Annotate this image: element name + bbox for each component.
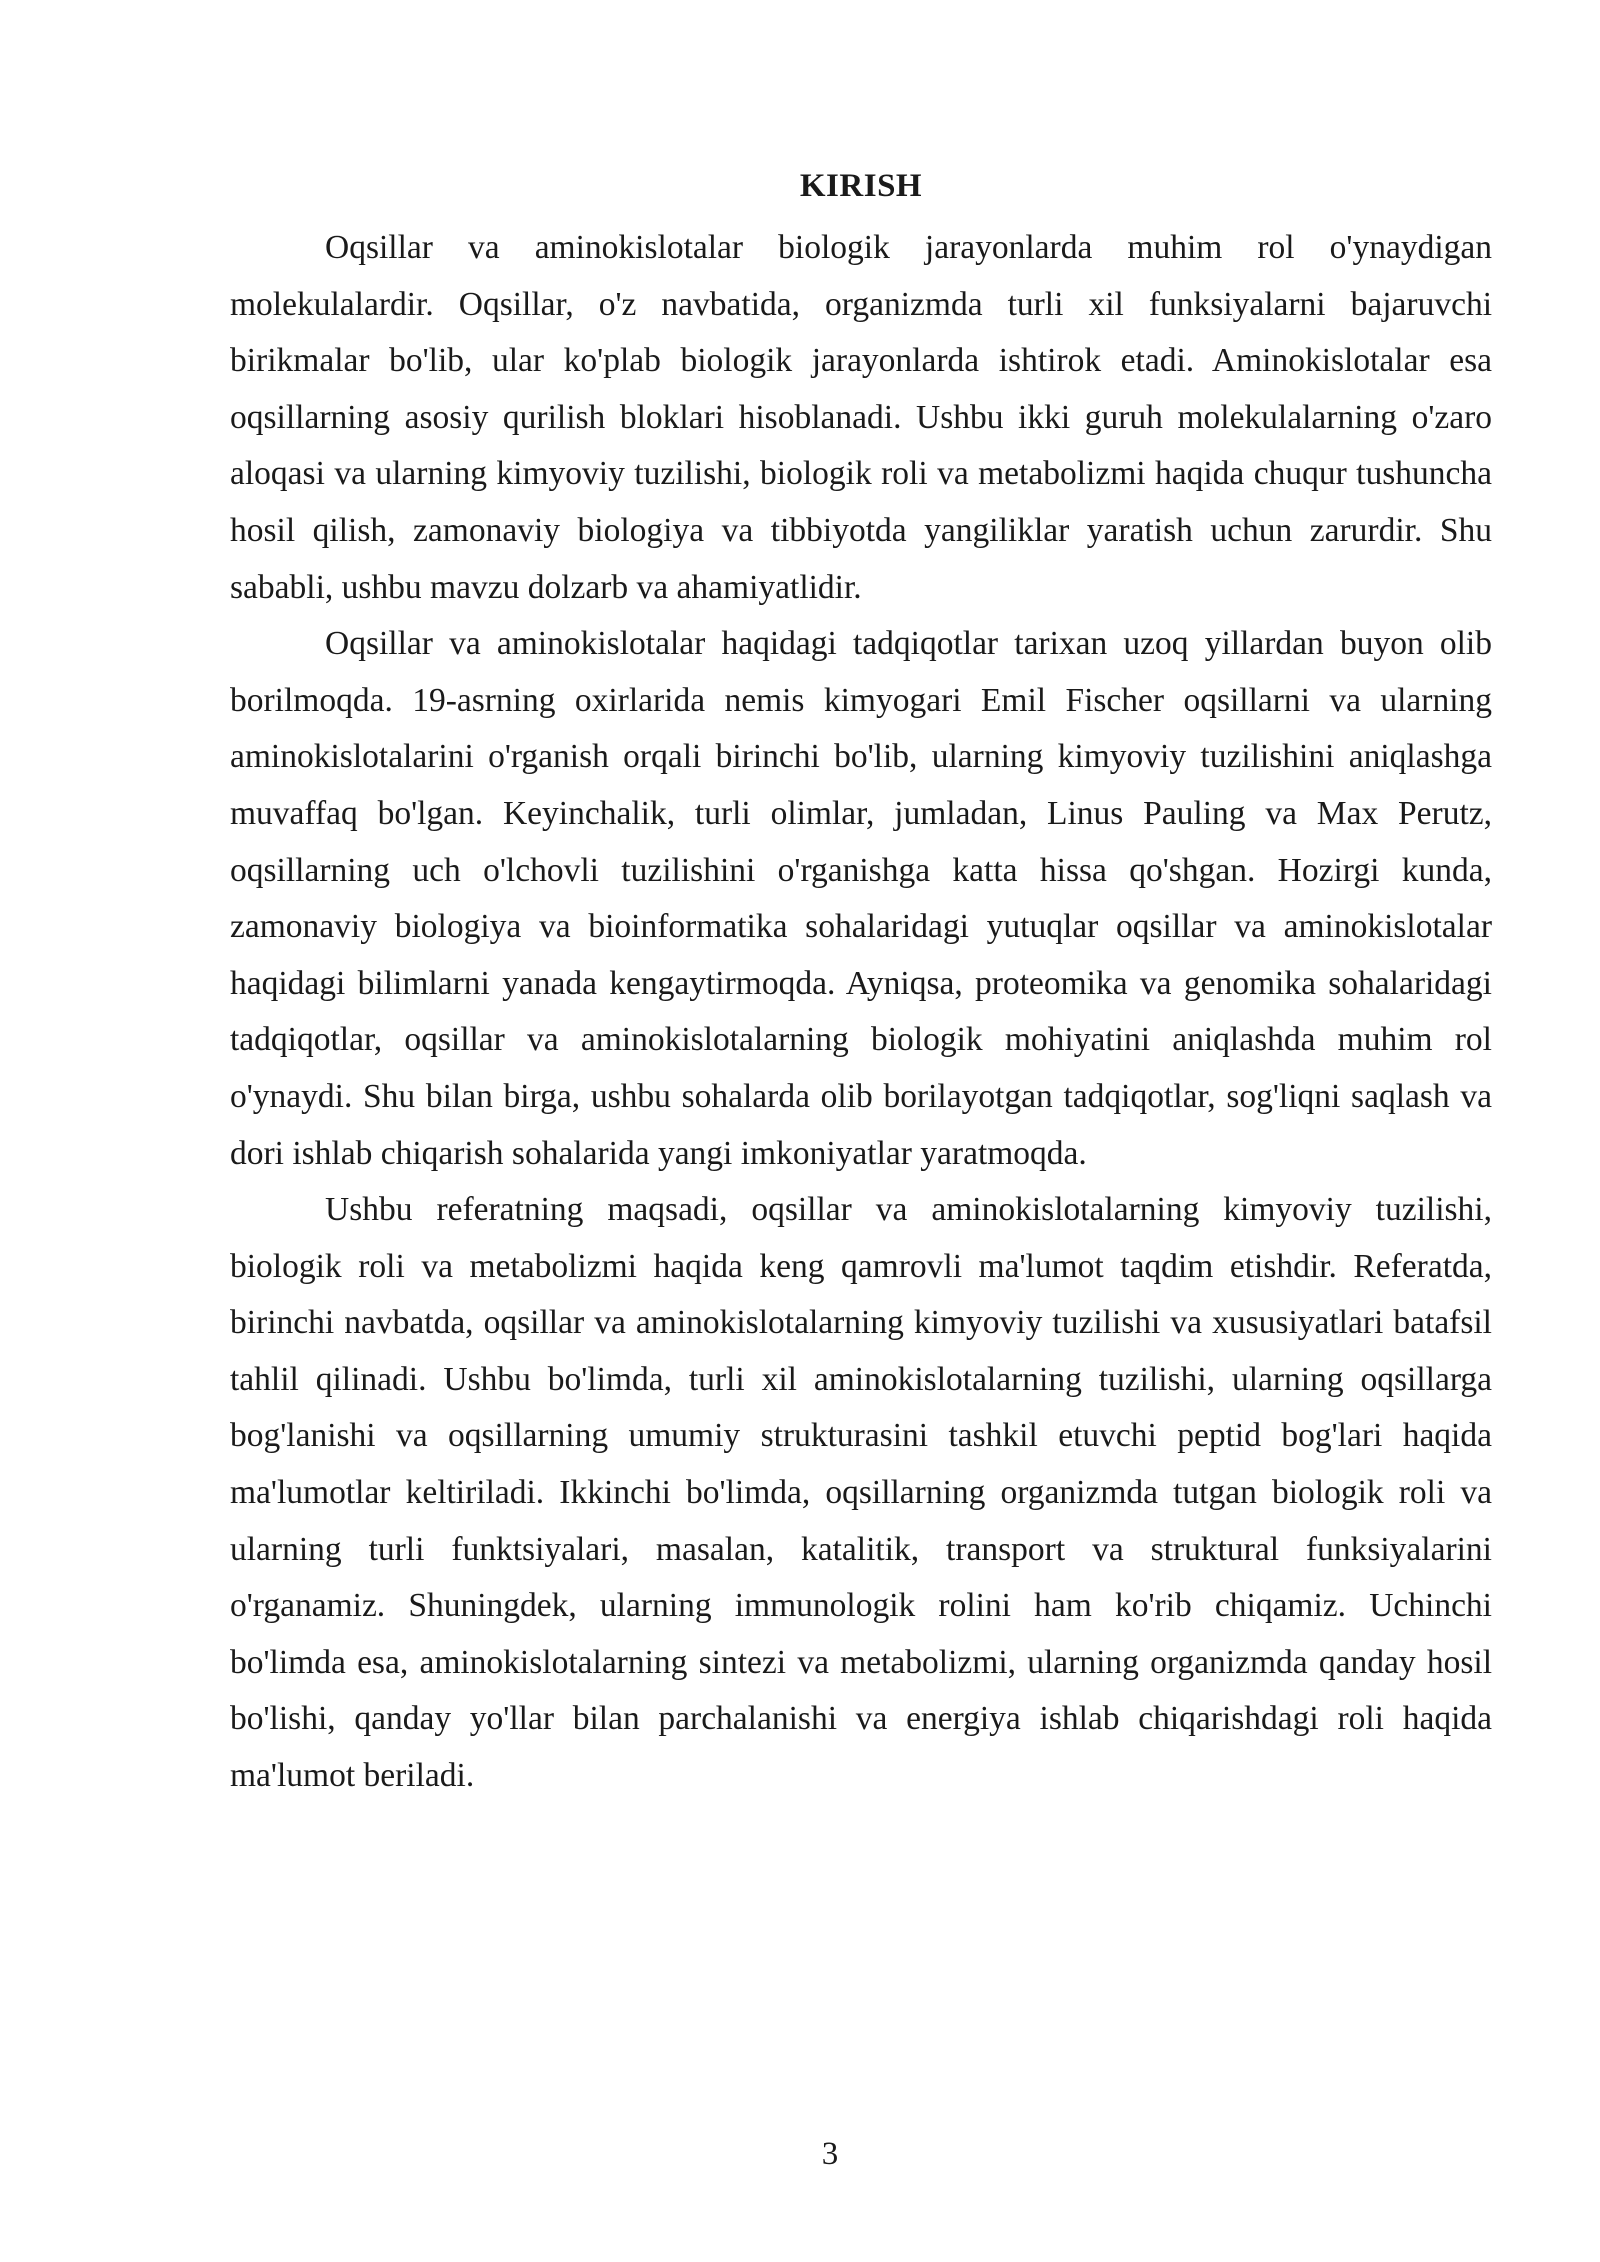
page-content: [230, 160, 1492, 1805]
section-title: KIRISH: [799, 168, 923, 204]
paragraph-2: Oqsillar va aminokislotalar haqidagi tadqiqotlar tarixan uzoq yillardan buyon olib borilmoqda. 19-asrning oxirlarida nemis kimyogari Emil Fischer oqsillarni va ularning aminokislotalarini o'rganish orqali birinchi bo'lib, ularning kimyoviy tuzilishini aniqlashga muvaffaq bo'lgan. Keyinchalik, turli olimlar, jumladan, Linus Pauling va Max Perutz, oqsillarning uch o'lchovli tuzilishini o'rganishga katta hissa qo'shgan. Hozirgi kunda, zamonaviy biologiya va bioinformatika sohalaridagi yutuqlar oqsillar va aminokislotalar haqidagi bilimlarni yanada kengaytirmoqda. Ayniqsa, proteomika va genomika sohalaridagi tadqiqotlar, oqsillar va aminokislotalarning biologik mohiyatini aniqlashda muhim rol o'ynaydi. Shu bilan birga, ushbu sohalarda olib borilayotgan tadqiqotlar, sog'liqni saqlash va dori ishlab chiqarish sohalarida yangi imkoniyatlar yaratmoqda.: [230, 625, 1492, 1172]
page-number: 3: [821, 2136, 839, 2172]
paragraph-1: Oqsillar va aminokislotalar biologik jarayonlarda muhim rol o'ynaydigan molekulalardir. Oqsillar, o'z navbatida, organizmda turli xil funksiyalarni bajaruvchi birikmalar bo'lib, ular ko'plab biologik jarayonlarda ishtirok etadi. Aminokislotalar esa oqsillarning asosiy qurilish bloklari hisoblanadi. Ushbu ikki guruh molekulalarning o'zaro aloqasi va ularning kimyoviy tuzilishi, biologik roli va metabolizmi haqida chuqur tushuncha hosil qilish, zamonaviy biologiya va tibbiyotda yangiliklar yaratish uchun zarurdir. Shu sababli, ushbu mavzu dolzarb va ahamiyatlidir.: [230, 229, 1492, 606]
paragraph-3: Ushbu referatning maqsadi, oqsillar va aminokislotalarning kimyoviy tuzilishi, biologik roli va metabolizmi haqida keng qamrovli ma'lumot taqdim etishdir. Referatda, birinchi navbatda, oqsillar va aminokislotalarning kimyoviy tuzilishi va xususiyatlari batafsil tahlil qilinadi. Ushbu bo'limda, turli xil aminokislotalarning tuzilishi, ularning oqsillarga bog'lanishi va oqsillarning umumiy strukturasini tashkil etuvchi peptid bog'lari haqida ma'lumotlar keltiriladi. Ikkinchi bo'limda, oqsillarning organizmda tutgan biologik roli va ularning turli funktsiyalari, masalan, katalitik, transport va struktural funksiyalarini o'rganamiz. Shuningdek, ularning immunologik rolini ham ko'rib chiqamiz. Uchinchi bo'limda esa, aminokislotalarning sintezi va metabolizmi, ularning organizmda qanday hosil bo'lishi, qanday yo'llar bilan parchalanishi va energiya ishlab chiqarishdagi roli haqida ma'lumot beriladi.: [230, 1191, 1492, 1795]
